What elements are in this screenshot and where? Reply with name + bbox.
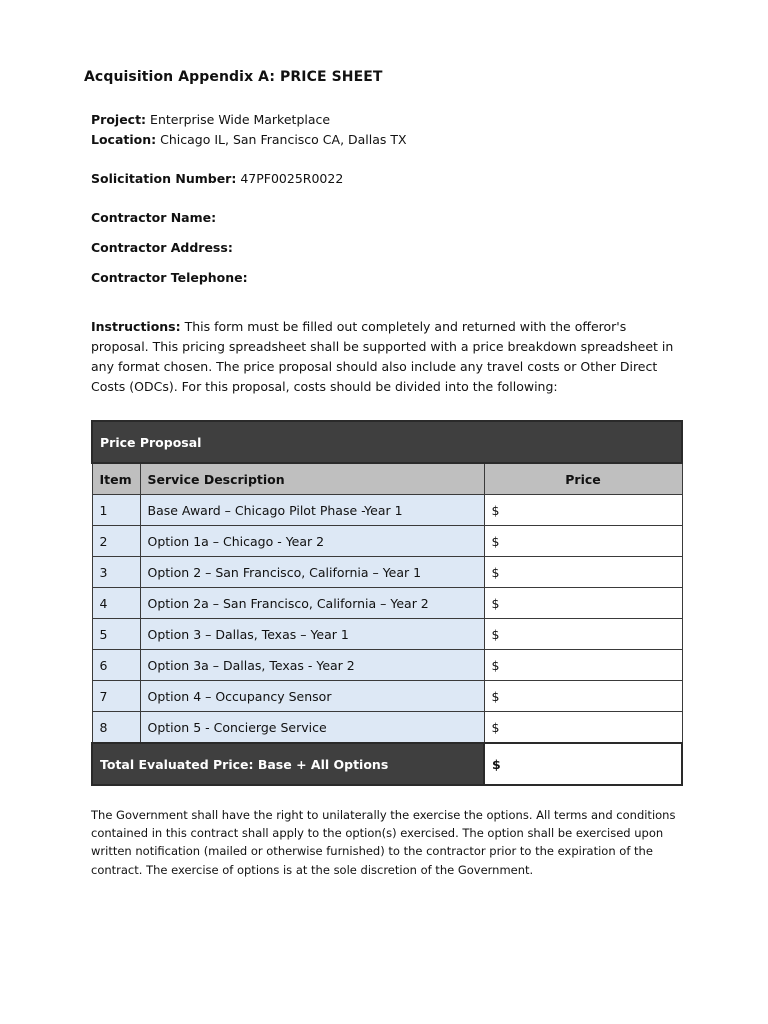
header-item: Item	[92, 463, 140, 495]
service-description: Option 3a – Dallas, Texas - Year 2	[140, 650, 484, 681]
service-description: Option 2 – San Francisco, California – Year 1	[140, 557, 484, 588]
contractor-name-line	[91, 210, 216, 225]
contractor-telephone-label: Contractor Telephone:	[91, 270, 248, 285]
price-cell[interactable]: $	[484, 495, 682, 526]
price-cell[interactable]: $	[484, 712, 682, 744]
project-label: Project:	[91, 112, 147, 127]
price-cell[interactable]: $	[484, 681, 682, 712]
price-proposal-table	[91, 420, 683, 786]
total-label: Total Evaluated Price: Base + All Options	[92, 743, 484, 785]
table-title-row	[92, 421, 682, 463]
item-number: 6	[92, 650, 140, 681]
table-row	[92, 650, 682, 681]
service-description: Option 2a – San Francisco, California – Year 2	[140, 588, 484, 619]
total-row	[92, 743, 682, 785]
contractor-telephone-line	[91, 270, 248, 285]
solicitation-label: Solicitation Number:	[91, 171, 237, 186]
table-row	[92, 495, 682, 526]
price-cell[interactable]: $	[484, 588, 682, 619]
location-line	[91, 132, 407, 147]
instructions-text: This form must be filled out completely and returned with the offeror's proposal. This pricing spreadsheet shall be supported with a price breakdown spreadsheet in any format chosen. The price proposal should also include any travel costs or Other Direct Costs (ODCs). For this proposal, costs should be divided into the following:	[91, 319, 674, 394]
contractor-address-label: Contractor Address:	[91, 240, 233, 255]
table-title: Price Proposal	[92, 421, 682, 463]
header-price: Price	[484, 463, 682, 495]
header-description: Service Description	[140, 463, 484, 495]
price-cell[interactable]: $	[484, 619, 682, 650]
item-number: 8	[92, 712, 140, 744]
solicitation-value: 47PF0025R0022	[240, 171, 344, 186]
service-description: Option 3 – Dallas, Texas – Year 1	[140, 619, 484, 650]
table-row	[92, 557, 682, 588]
project-value: Enterprise Wide Marketplace	[150, 112, 331, 127]
table-row	[92, 712, 682, 744]
project-line	[91, 112, 330, 127]
contractor-address-line	[91, 240, 233, 255]
item-number: 3	[92, 557, 140, 588]
service-description: Option 1a – Chicago - Year 2	[140, 526, 484, 557]
item-number: 4	[92, 588, 140, 619]
instructions-paragraph	[91, 317, 687, 397]
options-notice: The Government shall have the right to unilaterally the exercise the options. All terms and conditions contained in this contract shall apply to the option(s) exercised. The option shall be exercised upon written notification (mailed or otherwise furnished) to the contractor prior to the expiration of the contract. The exercise of options is at the sole discretion of the Government.	[91, 808, 676, 877]
contractor-name-label: Contractor Name:	[91, 210, 217, 225]
table-row	[92, 681, 682, 712]
item-number: 2	[92, 526, 140, 557]
location-value: Chicago IL, San Francisco CA, Dallas TX	[160, 132, 407, 147]
page-title: Acquisition Appendix A: PRICE SHEET	[84, 69, 383, 85]
table-row	[92, 619, 682, 650]
price-cell[interactable]: $	[484, 650, 682, 681]
service-description: Option 5 - Concierge Service	[140, 712, 484, 744]
price-cell[interactable]: $	[484, 557, 682, 588]
item-number: 7	[92, 681, 140, 712]
location-label: Location:	[91, 132, 157, 147]
total-price-cell[interactable]: $	[484, 743, 682, 785]
price-cell[interactable]: $	[484, 526, 682, 557]
table-row	[92, 588, 682, 619]
table-header-row	[92, 463, 682, 495]
service-description: Base Award – Chicago Pilot Phase -Year 1	[140, 495, 484, 526]
solicitation-line	[91, 171, 343, 186]
item-number: 5	[92, 619, 140, 650]
table-row	[92, 526, 682, 557]
item-number: 1	[92, 495, 140, 526]
service-description: Option 4 – Occupancy Sensor	[140, 681, 484, 712]
instructions-label: Instructions:	[91, 319, 181, 334]
